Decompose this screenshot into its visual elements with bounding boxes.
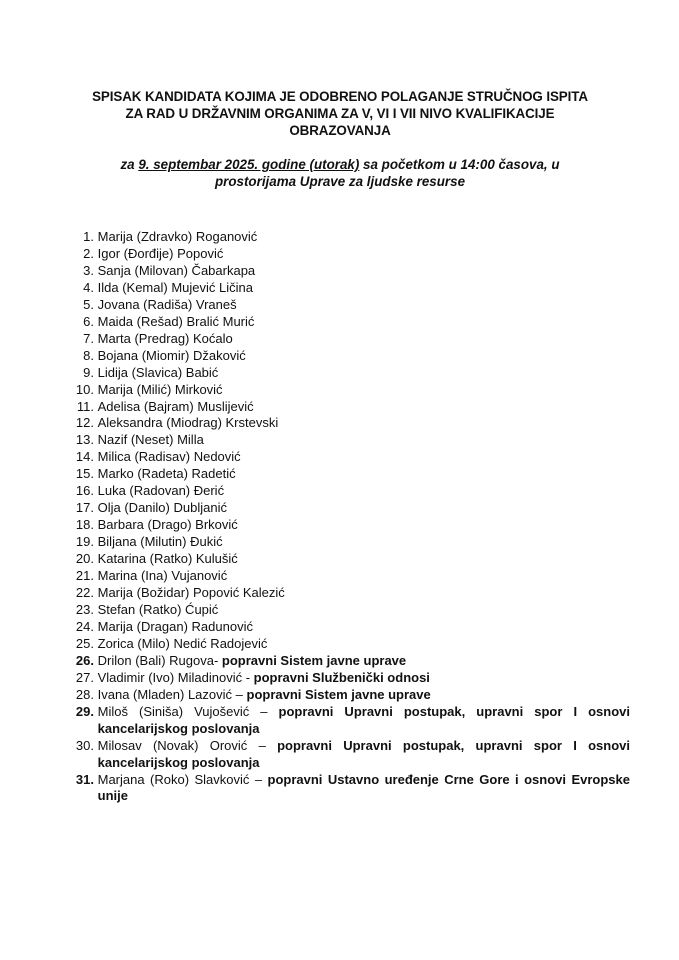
candidate-name: Marta (Predrag) Koćalo xyxy=(97,330,233,346)
candidate-number: 24. xyxy=(75,618,94,634)
candidate-item xyxy=(70,704,630,738)
candidate-item xyxy=(70,568,630,585)
candidate-exam-note: popravni Upravni postupak, upravni spor I osnovi kancelarijskog poslovanja xyxy=(97,703,630,736)
candidate-item xyxy=(70,483,630,500)
candidate-item xyxy=(70,365,630,382)
candidate-item xyxy=(70,314,630,331)
candidate-number: 4. xyxy=(83,279,94,295)
candidate-name: Adelisa (Bajram) Muslijević xyxy=(97,398,254,414)
candidate-number: 23. xyxy=(75,601,94,617)
candidate-exam-note: popravni Službenički odnosi xyxy=(253,669,430,685)
title-line-3: OBRAZOVANJA xyxy=(289,123,391,138)
schedule-prefix: za xyxy=(120,157,139,172)
document-title xyxy=(60,88,620,139)
candidate-name: Marija (Zdravko) Roganović xyxy=(97,229,258,244)
candidate-entry xyxy=(98,653,630,670)
candidate-entry xyxy=(98,229,630,246)
candidate-name: Marina (Ina) Vujanović xyxy=(97,568,228,584)
candidate-item xyxy=(70,382,630,399)
candidate-number: 18. xyxy=(75,517,94,533)
candidate-item xyxy=(70,653,630,670)
candidate-name: Sanja (Milovan) Čabarkapa xyxy=(97,262,256,278)
candidate-number: 11. xyxy=(76,398,94,414)
candidate-number: 12. xyxy=(75,415,94,431)
candidate-entry xyxy=(98,534,630,551)
candidate-entry xyxy=(98,415,630,432)
candidate-number: 2. xyxy=(83,245,94,261)
candidate-entry xyxy=(98,280,630,297)
candidate-number: 28. xyxy=(75,686,94,702)
candidate-number: 30. xyxy=(75,737,94,753)
schedule-time: sa početkom u 14:00 časova, u xyxy=(359,157,560,172)
candidate-number: 17. xyxy=(75,500,94,516)
candidate-entry xyxy=(98,551,630,568)
candidate-number: 22. xyxy=(75,585,94,601)
candidate-number: 1. xyxy=(83,229,94,244)
candidate-name: Milosav (Novak) Orović xyxy=(97,737,248,753)
candidate-number: 10. xyxy=(75,381,94,397)
title-line-1: SPISAK KANDIDATA KOJIMA JE ODOBRENO POLAGANJE STRUČNOG ISPITA xyxy=(92,89,588,104)
candidate-entry xyxy=(98,263,630,280)
candidate-entry xyxy=(98,365,630,382)
candidate-item xyxy=(70,585,630,602)
candidate-name: Milica (Radisav) Nedović xyxy=(97,449,241,465)
candidate-separator: - xyxy=(242,669,254,685)
candidate-number: 29. xyxy=(75,703,94,719)
candidate-item xyxy=(70,331,630,348)
candidate-separator: – xyxy=(232,686,247,702)
candidate-number: 8. xyxy=(83,347,94,363)
candidate-name: Aleksandra (Miodrag) Krstevski xyxy=(97,415,279,431)
candidate-name: Marko (Radeta) Radetić xyxy=(97,466,236,482)
candidate-number: 27. xyxy=(75,669,94,685)
candidate-name: Ilda (Kemal) Mujević Ličina xyxy=(97,279,253,295)
exam-date: 9. septembar 2025. godine (utorak) xyxy=(138,157,360,172)
candidate-item xyxy=(70,602,630,619)
candidate-name: Zorica (Milo) Nedić Radojević xyxy=(97,635,268,651)
candidate-name: Maida (Rešad) Bralić Murić xyxy=(97,313,255,329)
candidate-exam-note: popravni Sistem javne uprave xyxy=(221,652,407,668)
candidate-name: Luka (Radovan) Đerić xyxy=(97,483,225,499)
candidate-number: 25. xyxy=(75,635,94,651)
candidate-separator: - xyxy=(213,652,222,668)
candidate-number: 15. xyxy=(75,466,94,482)
candidate-name: Marija (Milić) Mirković xyxy=(97,381,223,397)
candidate-entry xyxy=(98,331,630,348)
candidate-number: 26. xyxy=(75,652,94,668)
candidate-name: Bojana (Miomir) Džaković xyxy=(97,347,246,363)
candidate-item xyxy=(70,619,630,636)
candidate-number: 20. xyxy=(75,551,94,567)
candidate-item xyxy=(70,466,630,483)
candidate-name: Lidija (Slavica) Babić xyxy=(97,364,219,380)
candidate-name: Miloš (Siniša) Vujošević xyxy=(97,703,250,719)
candidate-item xyxy=(70,399,630,416)
candidate-entry xyxy=(98,636,630,653)
candidate-number: 21. xyxy=(75,568,94,584)
candidate-name: Biljana (Milutin) Đukić xyxy=(97,534,223,550)
candidate-entry xyxy=(98,619,630,636)
candidate-exam-note: popravni Sistem javne uprave xyxy=(246,686,431,702)
candidate-entry xyxy=(98,687,630,704)
candidate-exam-note: popravni Ustavno uređenje Crne Gore i osnovi Evropske unije xyxy=(97,771,630,804)
candidate-number: 7. xyxy=(83,330,94,346)
candidate-entry xyxy=(98,585,630,602)
candidate-entry xyxy=(98,500,630,517)
candidate-entry xyxy=(98,449,630,466)
candidate-item xyxy=(70,432,630,449)
candidate-entry xyxy=(98,399,630,416)
candidate-name: Olja (Danilo) Dubljanić xyxy=(97,500,227,516)
candidate-separator: – xyxy=(247,737,278,753)
title-line-2: ZA RAD U DRŽAVNIM ORGANIMA ZA V, VI I VII NIVO KVALIFIKACIJE xyxy=(125,106,555,121)
candidate-number: 14. xyxy=(75,449,94,465)
candidate-name: Barbara (Drago) Brković xyxy=(97,517,238,533)
candidate-separator: – xyxy=(249,771,268,787)
candidate-name: Marjana (Roko) Slavković xyxy=(97,771,250,787)
candidate-name: Stefan (Ratko) Ćupić xyxy=(97,601,219,617)
candidate-entry xyxy=(98,772,630,806)
candidate-entry xyxy=(98,738,630,772)
candidate-entry xyxy=(98,314,630,331)
candidate-item xyxy=(70,534,630,551)
candidate-list xyxy=(70,229,630,805)
candidate-entry xyxy=(98,246,630,263)
candidate-item xyxy=(70,670,630,687)
candidate-entry xyxy=(98,670,630,687)
candidate-name: Vladimir (Ivo) Miladinović xyxy=(97,669,243,685)
candidate-item xyxy=(70,263,630,280)
candidate-item xyxy=(70,348,630,365)
candidate-name: Igor (Đorđije) Popović xyxy=(97,245,224,261)
candidate-number: 5. xyxy=(83,296,94,312)
candidate-entry xyxy=(98,517,630,534)
candidate-item xyxy=(70,636,630,653)
candidate-item xyxy=(70,297,630,314)
candidate-number: 16. xyxy=(75,483,94,499)
candidate-item xyxy=(70,772,630,806)
candidate-item xyxy=(70,415,630,432)
candidate-number: 9. xyxy=(83,364,94,380)
candidate-name: Drilon (Bali) Rugova xyxy=(97,652,214,668)
candidate-entry xyxy=(98,602,630,619)
candidate-item xyxy=(70,280,630,297)
candidate-separator: – xyxy=(249,703,279,719)
candidate-item xyxy=(70,517,630,534)
candidate-entry xyxy=(98,348,630,365)
candidate-entry xyxy=(98,382,630,399)
exam-schedule xyxy=(60,156,620,190)
candidate-item xyxy=(70,229,630,246)
candidate-entry xyxy=(98,704,630,738)
candidate-entry xyxy=(98,568,630,585)
candidate-item xyxy=(70,246,630,263)
schedule-line-1 xyxy=(60,156,620,173)
candidate-number: 31. xyxy=(75,771,94,787)
candidate-number: 6. xyxy=(83,313,94,329)
candidate-item xyxy=(70,449,630,466)
candidate-name: Marija (Dragan) Radunović xyxy=(97,618,253,634)
schedule-line-2: prostorijama Uprave za ljudske resurse xyxy=(214,174,466,189)
candidate-name: Nazif (Neset) Milla xyxy=(97,432,204,448)
candidate-number: 13. xyxy=(75,432,94,448)
candidate-entry xyxy=(98,297,630,314)
candidate-entry xyxy=(98,466,630,483)
candidate-name: Ivana (Mladen) Lazović xyxy=(97,686,233,702)
candidate-item xyxy=(70,738,630,772)
candidate-exam-note: popravni Upravni postupak, upravni spor I osnovi kancelarijskog poslovanja xyxy=(97,737,630,770)
candidate-item xyxy=(70,500,630,517)
candidate-item xyxy=(70,687,630,704)
candidate-number: 19. xyxy=(75,534,94,550)
candidate-name: Jovana (Radiša) Vraneš xyxy=(97,296,237,312)
candidate-entry xyxy=(98,483,630,500)
candidate-name: Marija (Božidar) Popović Kalezić xyxy=(97,585,285,601)
candidate-item xyxy=(70,551,630,568)
candidate-number: 3. xyxy=(83,262,94,278)
candidate-entry xyxy=(98,432,630,449)
candidate-name: Katarina (Ratko) Kulušić xyxy=(97,551,238,567)
